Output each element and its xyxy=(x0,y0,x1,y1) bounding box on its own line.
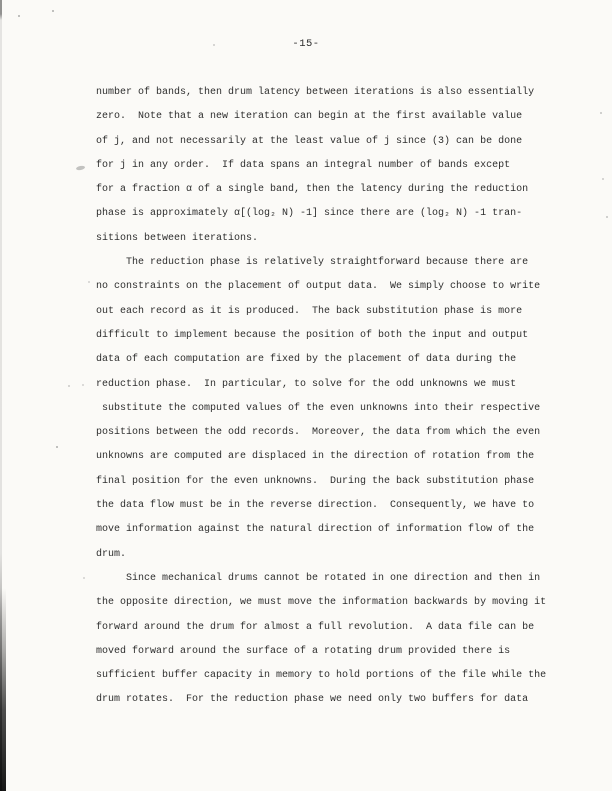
scan-speck xyxy=(602,178,604,180)
page-number: -15- xyxy=(292,38,320,50)
scan-speck xyxy=(83,577,85,579)
text-line: The reduction phase is relatively straightforward because there are xyxy=(96,257,529,269)
text-line: reduction phase. In particular, to solve for the odd unknowns we must xyxy=(96,378,517,390)
scan-speck xyxy=(52,10,54,12)
text-line: of j, and not necessarily at the least value of j since (3) can be done xyxy=(96,135,523,147)
text-line: positions between the odd records. Moreover, the data from which the even xyxy=(96,427,541,439)
text-line: data of each computation are fixed by the placement of data during the xyxy=(96,354,517,366)
text-line: drum. xyxy=(96,548,127,560)
text-line: Since mechanical drums cannot be rotated in one direction and then in xyxy=(96,572,541,584)
body-text xyxy=(96,81,566,713)
text-line: final position for the even unknowns. During the back substitution phase xyxy=(96,475,535,487)
text-line: the data flow must be in the reverse direction. Consequently, we have to xyxy=(96,500,535,512)
scan-speck xyxy=(68,385,70,387)
scan-speck xyxy=(88,281,90,283)
text-line: forward around the drum for almost a full revolution. A data file can be xyxy=(96,621,535,633)
scan-speck xyxy=(56,446,58,448)
text-line: drum rotates. For the reduction phase we need only two buffers for data xyxy=(96,694,529,706)
scan-smudge xyxy=(76,165,86,171)
text-line: sitions between iterations. xyxy=(96,232,259,244)
scan-speck xyxy=(600,112,602,114)
scan-speck xyxy=(606,216,608,218)
scan-speck xyxy=(213,44,215,46)
text-line: move information against the natural direction of information flow of the xyxy=(96,524,535,536)
text-line: sufficient buffer capacity in memory to hold portions of the file while the xyxy=(96,670,547,682)
text-line: unknowns are computed are displaced in the direction of rotation from the xyxy=(96,451,535,463)
text-line: difficult to implement because the position of both the input and output xyxy=(96,329,529,341)
text-line: no constraints on the placement of output data. We simply choose to write xyxy=(96,281,541,293)
text-line: number of bands, then drum latency between iterations is also essentially xyxy=(96,87,535,98)
text-line: for a fraction α of a single band, then the latency during the reduction xyxy=(96,184,529,196)
text-line: moved forward around the surface of a rotating drum provided there is xyxy=(96,645,511,657)
text-line: out each record as it is produced. The back substitution phase is more xyxy=(96,305,523,317)
text-line: phase is approximately α[(log₂ N) -1] since there are (log₂ N) -1 tran- xyxy=(96,208,523,220)
scan-speck xyxy=(82,384,84,386)
text-line: the opposite direction, we must move the information backwards by moving it xyxy=(96,597,547,609)
scan-edge-shadow xyxy=(0,588,6,791)
scan-speck xyxy=(18,15,20,17)
text-line: for j in any order. If data spans an integral number of bands except xyxy=(96,159,511,171)
text-line: zero. Note that a new iteration can begin at the first available value xyxy=(96,111,523,123)
text-line: substitute the computed values of the even unknowns into their respective xyxy=(96,402,541,414)
